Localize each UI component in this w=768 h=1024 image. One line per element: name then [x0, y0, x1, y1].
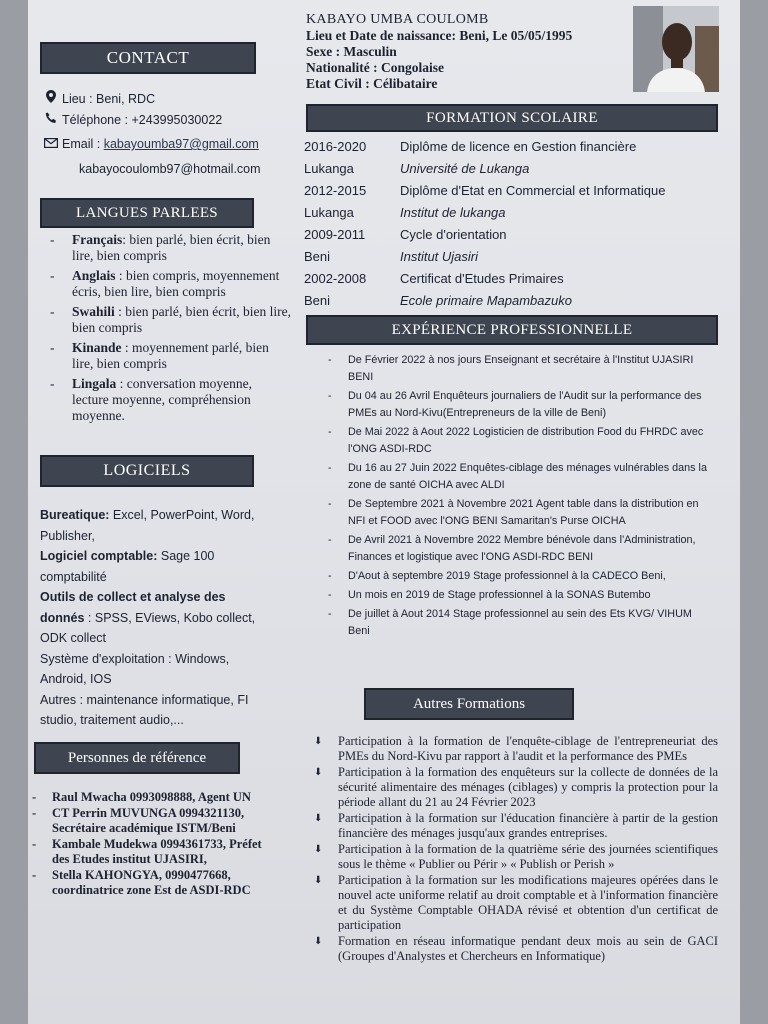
experience-item: - D'Aout à septembre 2019 Stage professionnel à la CADECO Beni,	[324, 568, 716, 585]
education-row	[304, 136, 724, 158]
training-item: ⬇ Formation en réseau informatique pendant deux mois au sein de GACI (Groupes d'Analystes et Chercheurs en Informatique)	[314, 934, 718, 964]
education-diploma: Diplôme d'Etat en Commercial et Informatique	[400, 183, 666, 198]
education-row	[304, 202, 724, 224]
training-item: ⬇ Participation à la formation de l'enquête-ciblage de l'entrepreneuriat des PMEs du Nord-Kivu par rapport à l'audit et la performance des PMEs	[314, 734, 718, 764]
identity-block	[306, 12, 636, 92]
education-diploma: Certificat d'Etudes Primaires	[400, 271, 564, 286]
language-item: - Kinande : moyennement parlé, bien lire, bien compris	[44, 340, 292, 372]
education-row	[304, 268, 724, 290]
languages-section-header: LANGUES PARLEES	[40, 198, 254, 228]
reference-item: - Stella KAHONGYA, 0990477668, coordinatrice zone Est de ASDI-RDC	[30, 868, 270, 899]
experience-section-header: EXPÉRIENCE PROFESSIONNELLE	[306, 315, 718, 345]
education-section-header: FORMATION SCOLAIRE	[306, 104, 718, 132]
education-diploma: Diplôme de licence en Gestion financière	[400, 139, 637, 154]
references-list	[30, 790, 270, 899]
education-row	[304, 224, 724, 246]
contact-email-secondary	[79, 162, 261, 176]
languages-list	[44, 232, 292, 428]
education-place: Beni	[304, 249, 331, 264]
software-item: Bureatique: Excel, PowerPoint, Word, Publisher,	[40, 508, 255, 543]
language-item: - Swahili : bien parlé, bien écrit, bien lire, bien compris	[44, 304, 292, 336]
other-training-list	[314, 734, 718, 965]
contact-phone	[44, 112, 222, 127]
education-place: Beni	[304, 293, 331, 308]
language-item: - Anglais : bien compris, moyennement écris, bien lire, bien compris	[44, 268, 292, 300]
education-school: Institut de lukanga	[400, 205, 506, 220]
profile-photo	[633, 6, 719, 92]
education-school: Université de Lukanga	[400, 161, 530, 176]
education-row	[304, 180, 724, 202]
education-table	[304, 136, 724, 312]
education-row	[304, 158, 724, 180]
education-year: 2009-2011	[304, 227, 366, 242]
email-link-gmail[interactable]: kabayoumba97@gmail.com	[103, 137, 259, 151]
references-section-header: Personnes de référence	[34, 742, 240, 774]
location-pin-icon	[44, 90, 58, 106]
training-item: ⬇ Participation à la formation des enquêteurs sur la collecte de données de la sécurité alimentaire des ménages (ciblages) y compris la protection pour la période allant du 21 au 24 Février 2023	[314, 765, 718, 810]
language-item: - Lingala : conversation moyenne, lecture moyenne, compréhension moyenne.	[44, 376, 292, 424]
experience-item: - De Avril 2021 à Novembre 2022 Membre bénévole dans l'Administration, Finances et logistique avec l'ONG ASDI-RDC BENI	[324, 532, 716, 566]
cv-page	[28, 0, 740, 1024]
contact-phone-text: Téléphone : +243995030022	[62, 113, 223, 127]
education-year: 2012-2015	[304, 183, 367, 198]
sex-info: Sexe : Masculin	[306, 44, 397, 59]
software-item: Système d'exploitation : Windows, Android, IOS	[40, 651, 230, 686]
education-row	[304, 246, 724, 268]
education-row	[304, 290, 724, 312]
experience-list	[324, 352, 716, 642]
envelope-icon	[44, 137, 58, 151]
contact-section-header: CONTACT	[40, 42, 256, 74]
education-diploma: Cycle d'orientation	[400, 227, 507, 242]
education-place: Lukanga	[304, 161, 354, 176]
email-label: Email :	[62, 137, 104, 151]
contact-email	[44, 137, 259, 151]
training-item: ⬇ Participation à la formation de la quatrième série des journées scientifiques sous le thème « Publier ou Périr » « Publish or Perish »	[314, 842, 718, 872]
education-school: Institut Ujasiri	[400, 249, 479, 264]
phone-icon	[44, 112, 58, 127]
software-item: Logiciel comptable: Sage 100 comptabilité	[40, 549, 215, 584]
civil-status-info: Etat Civil : Célibataire	[306, 76, 438, 91]
education-place: Lukanga	[304, 205, 354, 220]
experience-item: - Du 16 au 27 Juin 2022 Enquêtes-ciblage des ménages vulnérables dans la zone de santé OICHA avec ALDI	[324, 460, 716, 494]
experience-item: - De Septembre 2021 à Novembre 2021 Agent table dans la distribution en NFI et FOOD avec l'ONG BENI Samaritan's Purse OICHA	[324, 496, 716, 530]
software-item: Outils de collect et analyse des donnés : SPSS, EViews, Kobo collect, ODK collect	[40, 590, 256, 645]
experience-item: - De Février 2022 à nos jours Enseignant et secrétaire à l'Institut UJASIRI BENI	[324, 352, 716, 386]
experience-item: - Du 04 au 26 Avril Enquêteurs journaliers de l'Audit sur la performance des PMEs au Nord-Kivu(Entrepreneurs de la ville de Beni)	[324, 388, 716, 422]
education-year: 2002-2008	[304, 271, 367, 286]
other-training-section-header: Autres Formations	[364, 688, 574, 720]
email-link-hotmail[interactable]: kabayocoulomb97@hotmail.com	[79, 162, 261, 176]
birth-info: Lieu et Date de naissance: Beni, Le 05/05/1995	[306, 28, 573, 43]
software-block	[40, 505, 262, 731]
reference-item: - CT Perrin MUVUNGA 0994321130, Secrétaire académique ISTM/Beni	[30, 806, 270, 837]
software-section-header: LOGICIELS	[40, 455, 254, 487]
language-item: - Français: bien parlé, bien écrit, bien lire, bien compris	[44, 232, 292, 264]
education-school: Ecole primaire Mapambazuko	[400, 293, 572, 308]
reference-item: - Kambale Mudekwa 0994361733, Préfet des Etudes institut UJASIRI,	[30, 837, 270, 868]
reference-item: - Raul Mwacha 0993098888, Agent UN	[30, 790, 270, 806]
experience-item: - Un mois en 2019 de Stage professionnel à la SONAS Butembo	[324, 587, 716, 604]
experience-item: - De juillet à Aout 2014 Stage professionnel au sein des Ets KVG/ VIHUM Beni	[324, 606, 716, 640]
nationality-info: Nationalité : Congolaise	[306, 60, 444, 75]
experience-item: - De Mai 2022 à Aout 2022 Logisticien de distribution Food du FHRDC avec l'ONG ASDI-RDC	[324, 424, 716, 458]
training-item: ⬇ Participation à la formation sur les modifications majeures opérées dans le nouvel acte uniforme relatif au droit comptable et à l'information financière et du Système Comptable OHADA révisé et obtention d'un certificat de participation	[314, 873, 718, 933]
contact-location-text: Lieu : Beni, RDC	[62, 92, 156, 106]
contact-location	[44, 90, 155, 106]
training-item: ⬇ Participation à la formation sur l'éducation financière à partir de la gestion financière des ménages jusqu'aux grandes entreprises.	[314, 811, 718, 841]
candidate-name: KABAYO UMBA COULOMB	[306, 12, 489, 27]
software-item: Autres : maintenance informatique, FI studio, traitement audio,...	[40, 692, 249, 727]
education-year: 2016-2020	[304, 139, 367, 154]
